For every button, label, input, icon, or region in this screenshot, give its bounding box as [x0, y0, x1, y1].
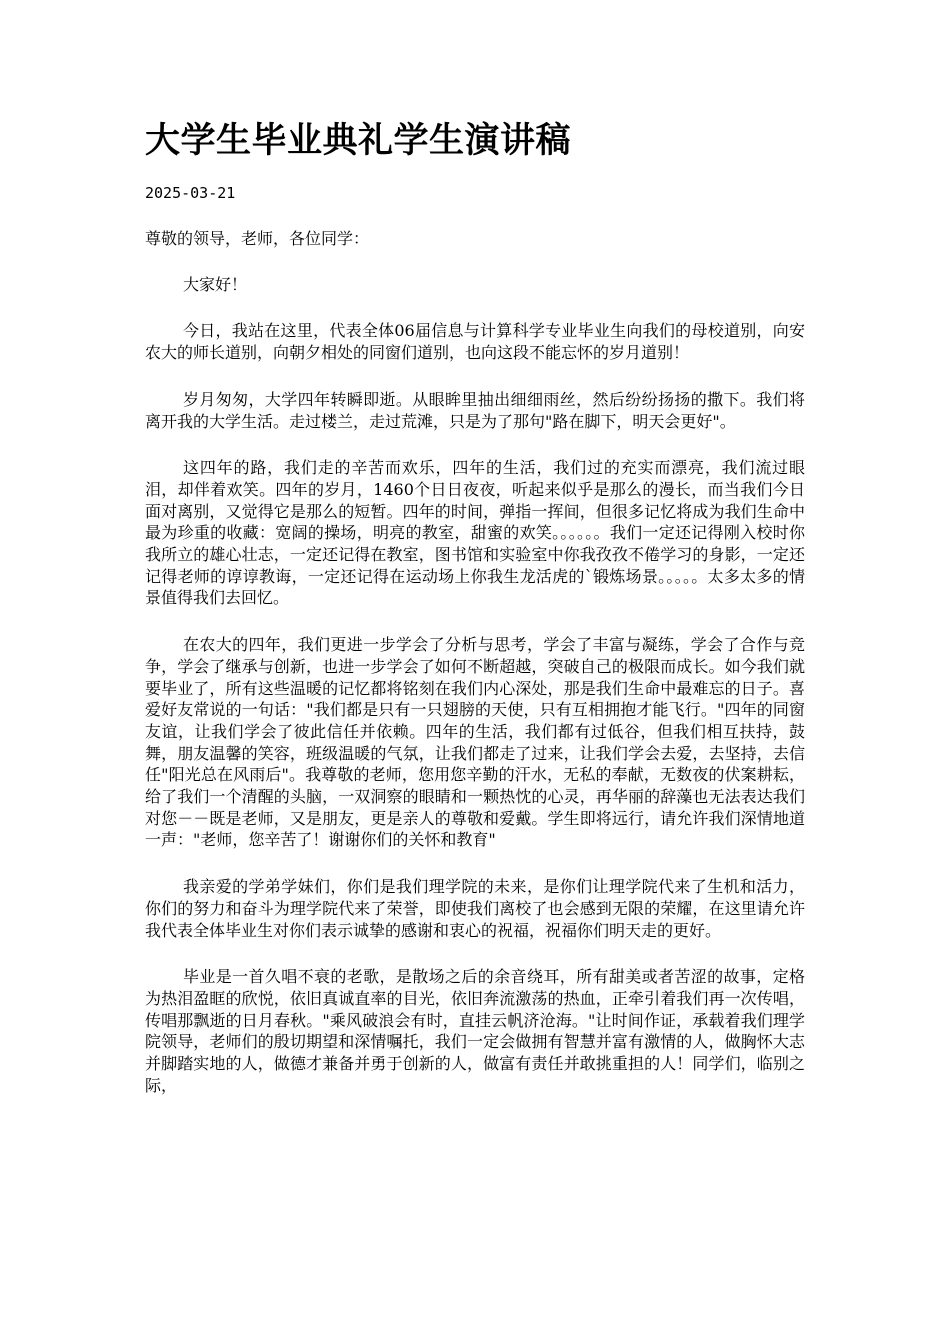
paragraph: 今日，我站在这里，代表全体06届信息与计算科学专业毕业生向我们的母校道别，向安农大的师长道别，向朝夕相处的同窗们道别，也向这段不能忘怀的岁月道别！: [145, 321, 805, 363]
paragraph: 岁月匆匆，大学四年转瞬即逝。从眼眸里抽出细细雨丝，然后纷纷扬扬的撒下。我们将离开我的大学生活。走过楼兰，走过荒滩，只是为了那句"路在脚下，明天会更好"。: [145, 389, 805, 431]
document-title: 大学生毕业典礼学生演讲稿: [145, 121, 572, 161]
paragraph: 我亲爱的学弟学妹们，你们是我们理学院的未来，是你们让理学院代来了生机和活力，你们的努力和奋斗为理学院代来了荣誉，即使我们离校了也会感到无限的荣耀，在这里请允许我代表全体毕业生对你们表示诚挚的感谢和衷心的祝福，祝福你们明天走的更好。: [145, 877, 805, 940]
publish-date: 2025-03-21: [145, 184, 236, 202]
paragraph: 大家好！: [183, 274, 248, 294]
paragraph: 这四年的路，我们走的辛苦而欢乐，四年的生活，我们过的充实而漂亮，我们流过眼泪，却伴着欢笑。四年的岁月，1460个日日夜夜，听起来似乎是那么的漫长，而当我们今日面对离别，又觉得它是那么的短暂。四年的时间，弹指一挥间，但很多记忆将成为我们生命中最为珍重的收藏：宽阔的操场，明亮的教室，甜蜜的欢笑。。。。。。我们一定还记得刚入校时你我所立的雄心壮志，一定还记得在教室，图书馆和实验室中你我孜孜不倦学习的身影，一定还记得老师的谆谆教诲，一定还记得在运动场上你我生龙活虎的`锻炼场景。。。。。太多太多的情景值得我们去回忆。: [145, 458, 805, 608]
salutation: 尊敬的领导，老师，各位同学：: [145, 229, 370, 248]
paragraph: 毕业是一首久唱不衰的老歌，是散场之后的余音绕耳，所有甜美或者苦涩的故事，定格为热泪盈眶的欣悦，依旧真诚直率的目光，依旧奔流激荡的热血，正牵引着我们再一次传唱，传唱那飘逝的日月春秋。"乘风破浪会有时，直挂云帆济沧海。"让时间作证，承载着我们理学院领导，老师们的殷切期望和深情嘱托，我们一定会做拥有智慧并富有激情的人，做胸怀大志并脚踏实地的人，做德才兼备并勇于创新的人，做富有责任并敢挑重担的人！同学们，临别之际，: [145, 967, 805, 1095]
paragraph: 在农大的四年，我们更进一步学会了分析与思考，学会了丰富与凝练，学会了合作与竞争，学会了继承与创新，也进一步学会了如何不断超越，突破自己的极限而成长。如今我们就要毕业了，所有这些温暖的记忆都将铭刻在我们内心深处，那是我们生命中最难忘的日子。喜爱好友常说的一句话："我们都是只有一只翅膀的天使，只有互相拥抱才能飞行。"四年的同窗友谊，让我们学会了彼此信任并依赖。四年的生活，我们都有过低谷，但我们相互扶持，鼓舞，朋友温馨的笑容，班级温暖的气氛，让我们都走了过来，让我们学会去爱，去坚持，去信任"阳光总在风雨后"。我尊敬的老师，您用您辛勤的汗水，无私的奉献，无数夜的伏案耕耘，给了我们一个清醒的头脑，一双洞察的眼睛和一颗热忱的心灵，再华丽的辞藻也无法表达我们对您－－既是老师，又是朋友，更是亲人的尊敬和爱戴。学生即将远行，请允许我们深情地道一声："老师，您辛苦了！谢谢你们的关怀和教育": [145, 635, 805, 850]
document-body: [145, 228, 805, 1122]
